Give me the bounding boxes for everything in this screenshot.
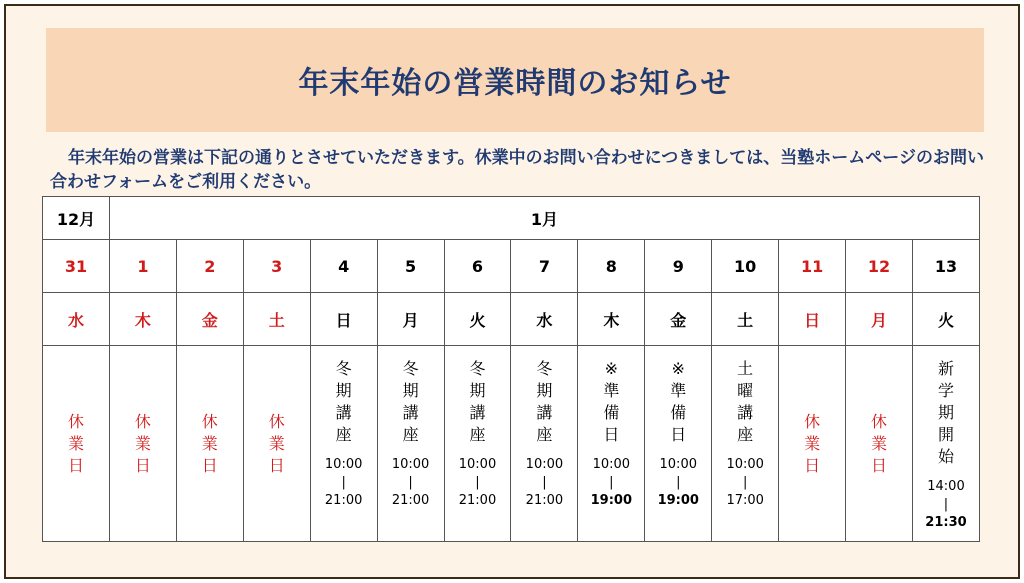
date-cell: 13 <box>912 240 979 293</box>
weekday-cell: 木 <box>578 293 645 346</box>
schedule-label: 新 学 期 開 始 <box>937 359 954 466</box>
weekday-cell: 火 <box>444 293 511 346</box>
schedule-cell <box>310 346 377 542</box>
weekday-cell: 水 <box>43 293 110 346</box>
schedule-label: 冬 期 講 座 <box>536 359 553 444</box>
page-title: 年末年始の営業時間のお知らせ <box>298 66 732 101</box>
hours-range <box>311 456 377 510</box>
schedule-cell <box>912 346 979 542</box>
hours-line: 10:00 <box>525 457 564 472</box>
weekday-cell: 木 <box>109 293 176 346</box>
month-dec: 12月 <box>43 197 110 240</box>
hours-range <box>578 456 644 510</box>
weekday-cell: 金 <box>645 293 712 346</box>
schedule-label: 冬 期 講 座 <box>335 359 352 444</box>
hours-range <box>913 478 979 532</box>
hours-line: | <box>742 475 748 490</box>
date-cell: 31 <box>43 240 110 293</box>
hours-range <box>445 456 511 510</box>
content-row <box>43 346 980 542</box>
hours-line: | <box>408 475 413 490</box>
schedule-table <box>42 196 980 542</box>
schedule-cell <box>779 346 846 542</box>
schedule-label: 休 業 日 <box>201 411 218 475</box>
hours-line: 10:00 <box>324 457 363 472</box>
weekday-row <box>43 293 980 346</box>
schedule-cell <box>243 346 310 542</box>
schedule-cell <box>109 346 176 542</box>
weekday-cell: 土 <box>712 293 779 346</box>
date-cell: 1 <box>109 240 176 293</box>
hours-line: 10:00 <box>458 457 497 472</box>
schedule-label: 休 業 日 <box>268 411 285 475</box>
hours-line: 10:00 <box>391 457 430 472</box>
hours-line: 21:00 <box>525 493 564 508</box>
weekday-cell: 水 <box>511 293 578 346</box>
schedule-cell <box>43 346 110 542</box>
weekday-cell: 火 <box>912 293 979 346</box>
date-cell: 3 <box>243 240 310 293</box>
date-cell: 8 <box>578 240 645 293</box>
date-cell: 9 <box>645 240 712 293</box>
hours-range <box>511 456 577 510</box>
schedule-label: 休 業 日 <box>67 411 84 475</box>
hours-line: 19:00 <box>590 493 633 508</box>
schedule-label: ※ 準 備 日 <box>670 359 687 444</box>
hours-line: | <box>542 475 547 490</box>
hours-line: | <box>676 475 681 490</box>
date-cell: 7 <box>511 240 578 293</box>
schedule-cell <box>578 346 645 542</box>
date-cell: 10 <box>712 240 779 293</box>
hours-range <box>645 456 711 510</box>
schedule-label: 土 曜 講 座 <box>737 359 754 444</box>
schedule-cell <box>645 346 712 542</box>
hours-line: | <box>609 475 614 490</box>
schedule-label: 休 業 日 <box>804 411 821 475</box>
hours-line: | <box>341 475 346 490</box>
weekday-cell: 月 <box>377 293 444 346</box>
schedule-cell <box>377 346 444 542</box>
weekday-cell: 月 <box>846 293 913 346</box>
notice-text: 年末年始の営業は下記の通りとさせていただきます。休業中のお問い合わせにつきましては、当塾ホームページのお問い合わせフォームをご利用ください。 <box>50 148 984 192</box>
schedule-cell <box>176 346 243 542</box>
hours-line: 21:30 <box>925 515 967 530</box>
title-banner <box>46 28 984 132</box>
month-jan: 1月 <box>109 197 979 240</box>
schedule-cell <box>511 346 578 542</box>
hours-line: 10:00 <box>659 457 697 472</box>
hours-line: | <box>943 497 949 512</box>
date-cell: 11 <box>779 240 846 293</box>
date-cell: 4 <box>310 240 377 293</box>
date-cell: 12 <box>846 240 913 293</box>
schedule-label: 冬 期 講 座 <box>469 359 486 444</box>
date-cell: 2 <box>176 240 243 293</box>
hours-range <box>712 456 778 510</box>
schedule-cell <box>712 346 779 542</box>
hours-line: 21:00 <box>458 493 497 508</box>
date-row <box>43 240 980 293</box>
date-cell: 5 <box>377 240 444 293</box>
schedule-label: 休 業 日 <box>134 411 151 475</box>
weekday-cell: 土 <box>243 293 310 346</box>
hours-range <box>378 456 444 510</box>
date-cell: 6 <box>444 240 511 293</box>
hours-line: 10:00 <box>592 457 631 472</box>
schedule-cell <box>444 346 511 542</box>
schedule-label: 休 業 日 <box>871 411 888 475</box>
schedule-label: 冬 期 講 座 <box>402 359 419 444</box>
hours-line: 21:00 <box>391 493 430 508</box>
schedule-label: ※ 準 備 日 <box>603 359 620 444</box>
hours-line: | <box>475 475 480 490</box>
hours-line: 14:00 <box>927 479 965 494</box>
hours-line: 17:00 <box>726 493 764 508</box>
weekday-cell: 日 <box>310 293 377 346</box>
hours-line: 21:00 <box>324 493 363 508</box>
hours-line: 19:00 <box>657 493 699 508</box>
weekday-cell: 金 <box>176 293 243 346</box>
month-row <box>43 197 980 240</box>
schedule-cell <box>846 346 913 542</box>
hours-line: 10:00 <box>726 457 764 472</box>
weekday-cell: 日 <box>779 293 846 346</box>
